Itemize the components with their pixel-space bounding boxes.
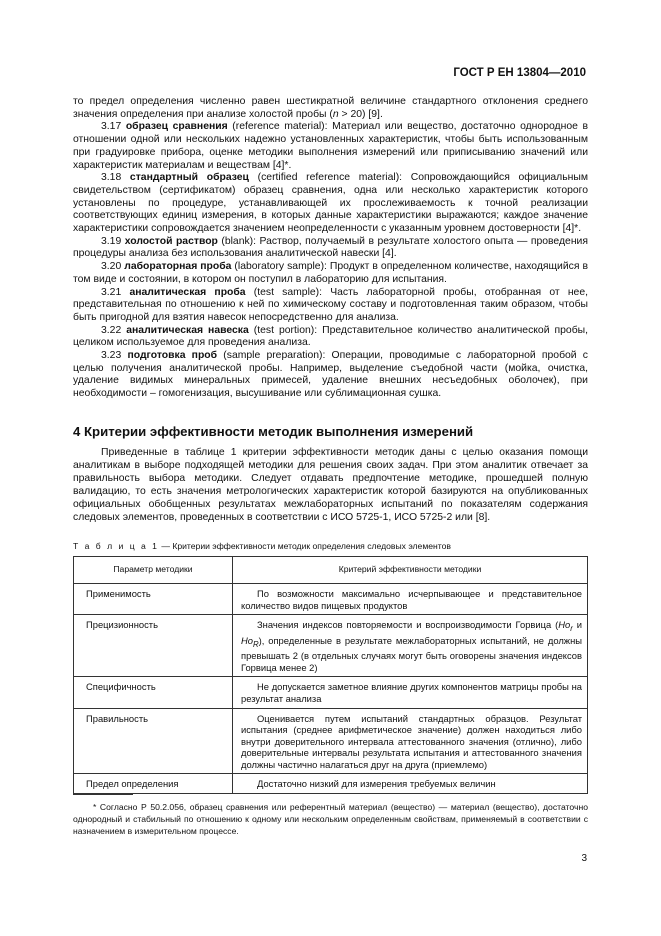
table-row (74, 774, 588, 794)
param-cell: Предел определения (74, 774, 233, 794)
term-name: аналитическая проба (129, 286, 246, 298)
criterion-cell: Оценивается путем испытаний стандартных образцов. Результат испытания (среднее арифметическое значение) должен находиться либо внутри доверительного интервала аттестованного значения (отлично), либо доверительные интервалы результата испытания и аттестованного значения должны частично налагаться друг на друга (приемлемо) (233, 708, 588, 774)
param-cell: Применимость (74, 584, 233, 615)
table-row (74, 584, 588, 615)
term-name: подготовка проб (127, 350, 218, 362)
definitions-text (73, 96, 588, 401)
param-cell: Прецизионность (74, 615, 233, 677)
criterion-cell: Не допускается заметное влияние других компонентов матрицы пробы на результат анализа (233, 677, 588, 708)
term-3-21: 3.21 аналитическая проба (test sample): Часть лабораторной пробы, отобранная от нее, представительная по отношению к ней по химическому составу и подготовленная таким образом, чтобы быть пригодной для взятия навесок непосредственно для анализа. (73, 286, 589, 323)
table-1-caption: Т а б л и ц а 1 — Критерии эффективности методик определения следовых элементов (73, 541, 451, 551)
section-4-intro: Приведенные в таблице 1 критерии эффективности методик даны с целью оказания помощи аналитикам в выборе подходящей методики для решения своих задач. При этом аналитик отвечает за правильность выбора методики. Следует отдавать предпочтение методике, прошедшей полную валидацию, то есть значения метрологических характеристик которой базируются на опубликованных официальных обобщенных результатах межлабораторных испытаний по показателям содержания следовых элементов, проведенных в соответствии с ИСО 5725-1, ИСО 5725-2 или [8]. (73, 447, 588, 523)
term-3-17: 3.17 образец сравнения (reference material): Материал или вещество, достаточно однородное в отношении одной или нескольких надежно установленных характеристик, чтобы быть использованным при градуировке прибора, оценке методики выполнения измерений или приписыванию значений или характеристик материалам и веществам [4]*. (73, 121, 588, 171)
footnote-divider (73, 794, 133, 795)
page-number: 3 (581, 853, 587, 864)
term-name: образец сравнения (125, 121, 228, 133)
criterion-cell: Достаточно низкий для измерения требуемых величин (233, 774, 588, 794)
term-3-19: 3.19 холостой раствор (blank): Раствор, получаемый в результате холостого опыта — проведения процедуры анализа без использования аналитической навески [4]. (73, 235, 588, 260)
term-name: стандартный образец (129, 172, 249, 184)
term-name: холостой раствор (124, 235, 218, 247)
horwitz-R-symbol: $Ho_R$ (241, 634, 259, 649)
table-row (74, 708, 588, 774)
criterion-cell: Значения индексов повторяемости и воспроизводимости Горвица ($Ho_r$ и $Ho_R$), определенные в результате межлабораторных испытаний, не должны превышать 2 (в отдельных случаях могут быть оговорены значения индексов Горвица менее 2) (233, 615, 588, 677)
table-row (74, 677, 588, 708)
term-3-23: 3.23 подготовка проб (sample preparation): Операции, проводимые с лабораторной пробой с целью получения аналитической пробы. Например, выделение съедобной части (мойка, очистка, удаление видимых минеральных примесей, удаление внешних несъедобных оболочек), при необходимости – гомогенизация, высушивание или сублимационная сушка. (73, 350, 588, 400)
header-criterion: Критерий эффективности методики (233, 557, 588, 584)
header-parameter: Параметр методики (74, 557, 233, 584)
criterion-cell: По возможности максимально исчерпывающее и представительное количество видов пищевых продуктов (233, 584, 588, 615)
table-row (74, 615, 588, 677)
term-3-22: 3.22 аналитическая навеска (test portion): Представительное количество аналитической пробы, целиком используемое для проведения анализа. (73, 324, 589, 349)
criteria-table (73, 556, 588, 794)
continuation-paragraph: то предел определения численно равен шестикратной величине стандартного отклонения среднего значения определения при анализе холостой пробы (n > 20) [9]. (73, 96, 588, 120)
term-name: лабораторная проба (124, 261, 232, 273)
n-symbol: n (332, 108, 339, 120)
param-cell: Правильность (74, 708, 233, 774)
horwitz-r-symbol: $Ho_r$ (558, 619, 573, 634)
term-name: аналитическая навеска (126, 324, 249, 336)
section-4-title: 4 Критерии эффективности методик выполнения измерений (73, 424, 474, 439)
document-code-header: ГОСТ Р ЕН 13804—2010 (453, 67, 586, 79)
footnote: * Согласно Р 50.2.056, образец сравнения или референтный материал (вещество) — материал (вещество), достаточно однородный и стабильный по отношению к одному или нескольким определенным свойствам, применяемый в соответствии с назначением в измерительном процессе. (73, 802, 588, 836)
term-3-18: 3.18 стандартный образец (certified reference material): Сопровождающийся официальным свидетельством (сертификатом) образец сравнения, одна или несколько характеристик которого установлены по процедуре, устанавливающей их прослеживаемость к точной реализации соответствующих единиц измерения, в которых данные характеристики выражаются; каждое значение характеристики сопровождается значением неопределенности с указанным уровнем достоверности [4]*. (73, 172, 588, 235)
term-3-20: 3.20 лабораторная проба (laboratory sample): Продукт в определенном количестве, находящийся в том виде и состоянии, в котором он поступил в лабораторию для испытания. (73, 261, 589, 285)
param-cell: Специфичность (74, 677, 233, 708)
table-header-row (74, 557, 588, 584)
